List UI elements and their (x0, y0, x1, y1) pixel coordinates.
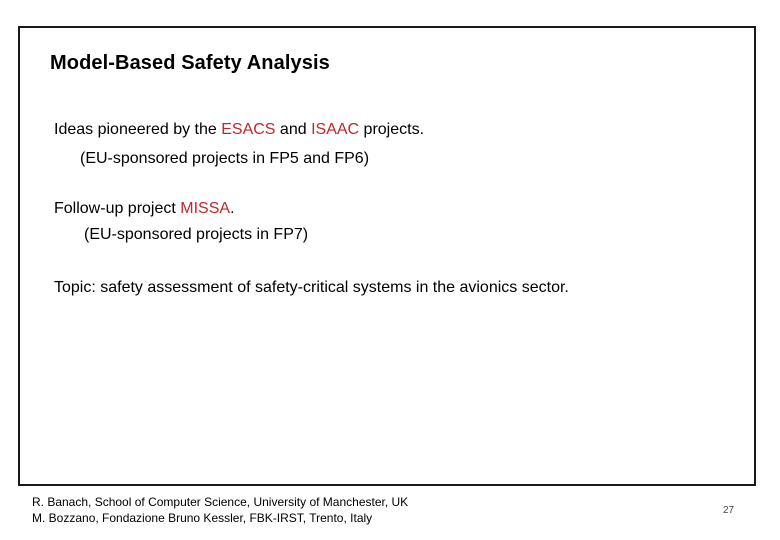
bullet-topic: Topic: safety assessment of safety-critical systems in the avionics sector. (54, 279, 569, 296)
bullet1-text-post: projects. (359, 121, 425, 138)
bullet-esacs-isaac (54, 121, 424, 139)
bullet1-text-mid: and (275, 121, 312, 138)
bullet2-text-pre: Follow-up project (54, 200, 181, 217)
esacs-highlight: ESACS (221, 121, 276, 138)
bullet1-text-pre: Ideas pioneered by the (54, 121, 222, 138)
bullet1-subtext: (EU-sponsored projects in FP5 and FP6) (80, 150, 370, 167)
page-number: 27 (723, 505, 735, 516)
bullet2-text-post: . (230, 200, 235, 217)
footer-line-2: M. Bozzano, Fondazione Bruno Kessler, FBK-IRST, Trento, Italy (32, 511, 373, 525)
bullet2-subtext: (EU-sponsored projects in FP7) (84, 226, 309, 243)
bullet-missa (54, 200, 235, 218)
footer-line-1: R. Banach, School of Computer Science, University of Manchester, UK (32, 495, 409, 509)
footer-credits (32, 494, 408, 526)
slide-frame (18, 26, 756, 486)
slide-title: Model-Based Safety Analysis (50, 52, 330, 74)
isaac-highlight: ISAAC (311, 121, 360, 138)
missa-highlight: MISSA (180, 200, 231, 217)
